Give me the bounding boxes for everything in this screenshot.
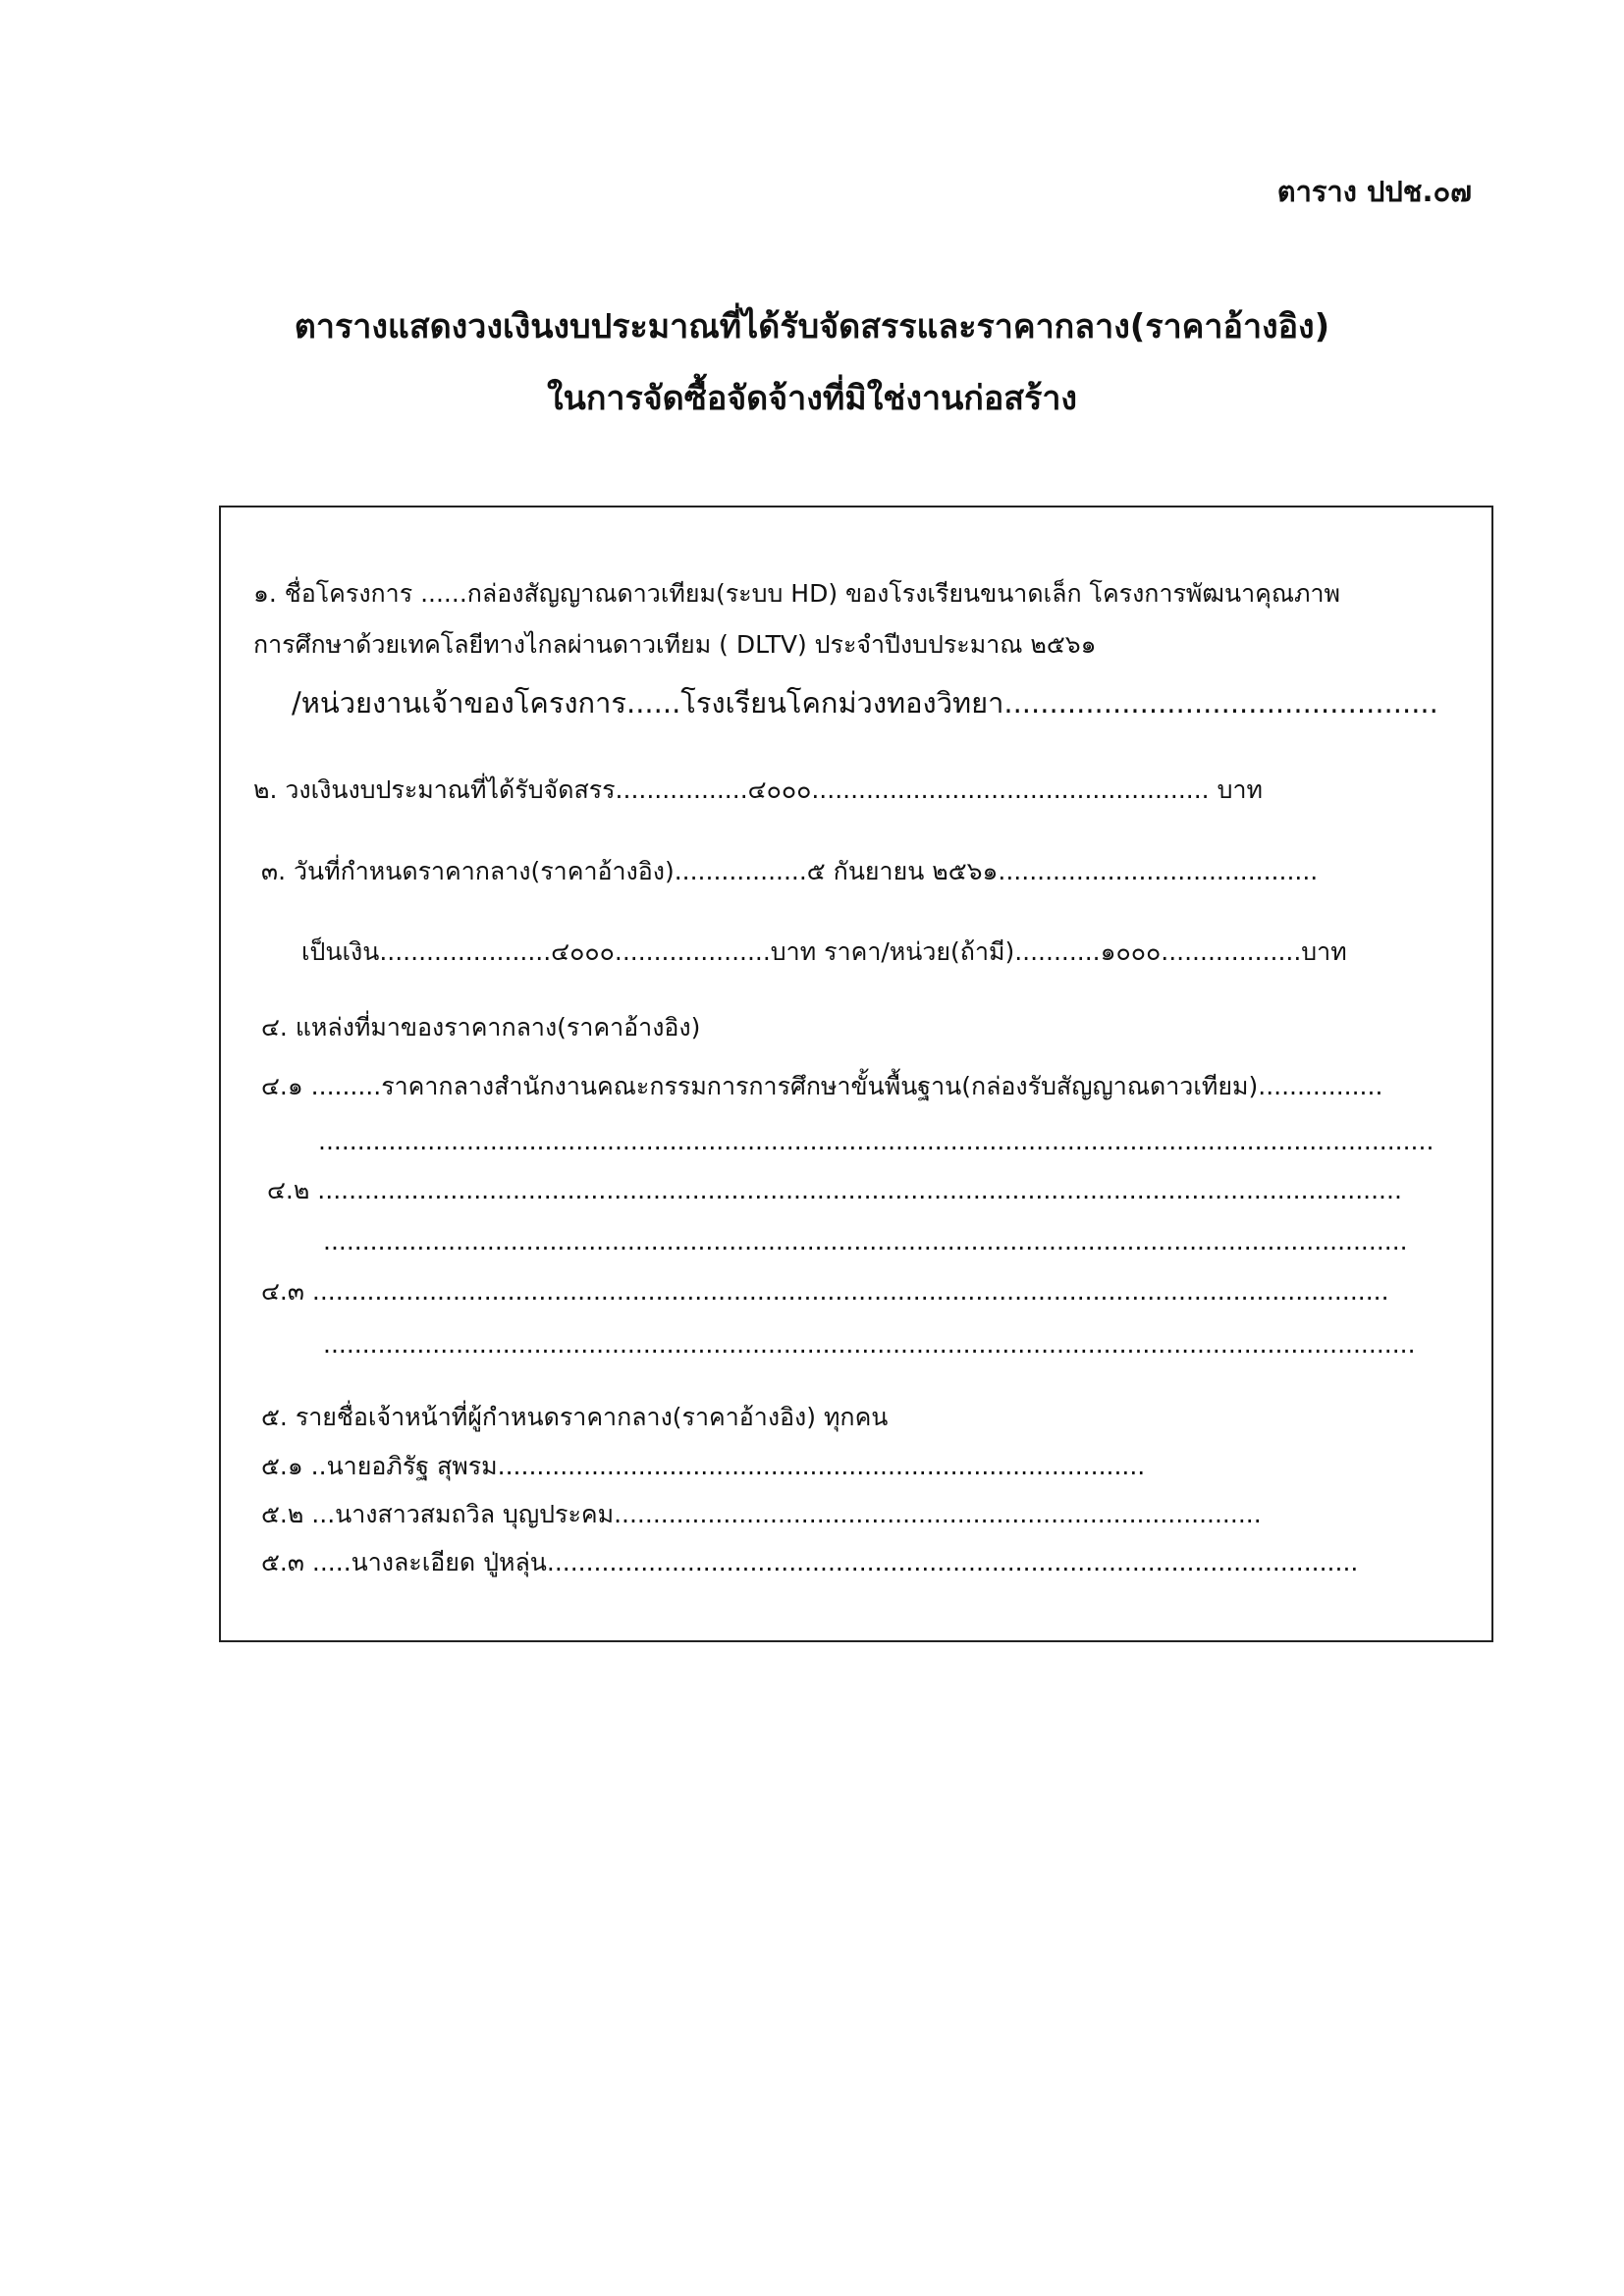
price-source-item-2: ๔.๒ ........................................................................................................................................... <box>267 1176 1402 1204</box>
official-3: ๕.๓ .....นางละเอียด ปู่หลุ่น........................................................................................................ <box>261 1548 1359 1576</box>
project-name-line-2: การศึกษาด้วยเทคโลยีทางไกลผ่านดาวเทียม ( DLTV) ประจำปีงบประมาณ ๒๕๖๑ <box>253 630 1097 659</box>
budget-line: ๒. วงเงินงบประมาณที่ได้รับจัดสรร.................๔๐๐๐................................................... บาท <box>253 775 1263 804</box>
amount-line: เป็นเงิน......................๔๐๐๐....................บาท ราคา/หน่วย(ถ้ามี)...........๑๐๐๐..................บาท <box>301 937 1347 966</box>
form-code: ตาราง ปปช.๐๗ <box>1276 175 1472 208</box>
project-name-line-1: ๑. ชื่อโครงการ ......กล่องสัญญาณดาวเทียม(ระบบ HD) ของโรงเรียนขนาดเล็ก โครงการพัฒนาคุณภาพ <box>253 579 1341 608</box>
official-2: ๕.๒ ...นางสาวสมถวิล บุญประคม................................................................................... <box>261 1500 1262 1528</box>
price-source-item-1-continued: ............................................................................................................................................... <box>318 1127 1435 1155</box>
price-source-item-2-continued: ........................................................................................................................................... <box>323 1227 1408 1255</box>
officials-heading: ๕. รายชื่อเจ้าหน้าที่ผู้กำหนดราคากลาง(ราคาอ้างอิง) ทุกคน <box>261 1403 889 1431</box>
price-source-heading: ๔. แหล่งที่มาของราคากลาง(ราคาอ้างอิง) <box>261 1013 701 1041</box>
project-owner-line: /หน่วยงานเจ้าของโครงการ......โรงเรียนโคกม่วงทองวิทยา................................................ <box>292 686 1438 720</box>
document-title-line-1: ตารางแสดงวงเงินงบประมาณที่ได้รับจัดสรรและราคากลาง(ราคาอ้างอิง) <box>294 307 1330 347</box>
price-source-item-3-continued: ............................................................................................................................................ <box>323 1330 1416 1359</box>
reference-date-line: ๓. วันที่กำหนดราคากลาง(ราคาอ้างอิง).................๕ กันยายน ๒๕๖๑......................................... <box>261 857 1319 885</box>
official-1: ๕.๑ ..นายอภิรัฐ สุพรม................................................................................... <box>261 1452 1146 1480</box>
document-title-line-2: ในการจัดซื้อจัดจ้างที่มิใช่งานก่อสร้าง <box>546 379 1078 418</box>
form-box <box>219 506 1493 1642</box>
price-source-item-1: ๔.๑ .........ราคากลางสำนักงานคณะกรรมการการศึกษาขั้นพื้นฐาน(กล่องรับสัญญาณดาวเทียม)................ <box>261 1072 1383 1100</box>
price-source-item-3: ๔.๓ .......................................................................................................................................... <box>261 1277 1389 1306</box>
